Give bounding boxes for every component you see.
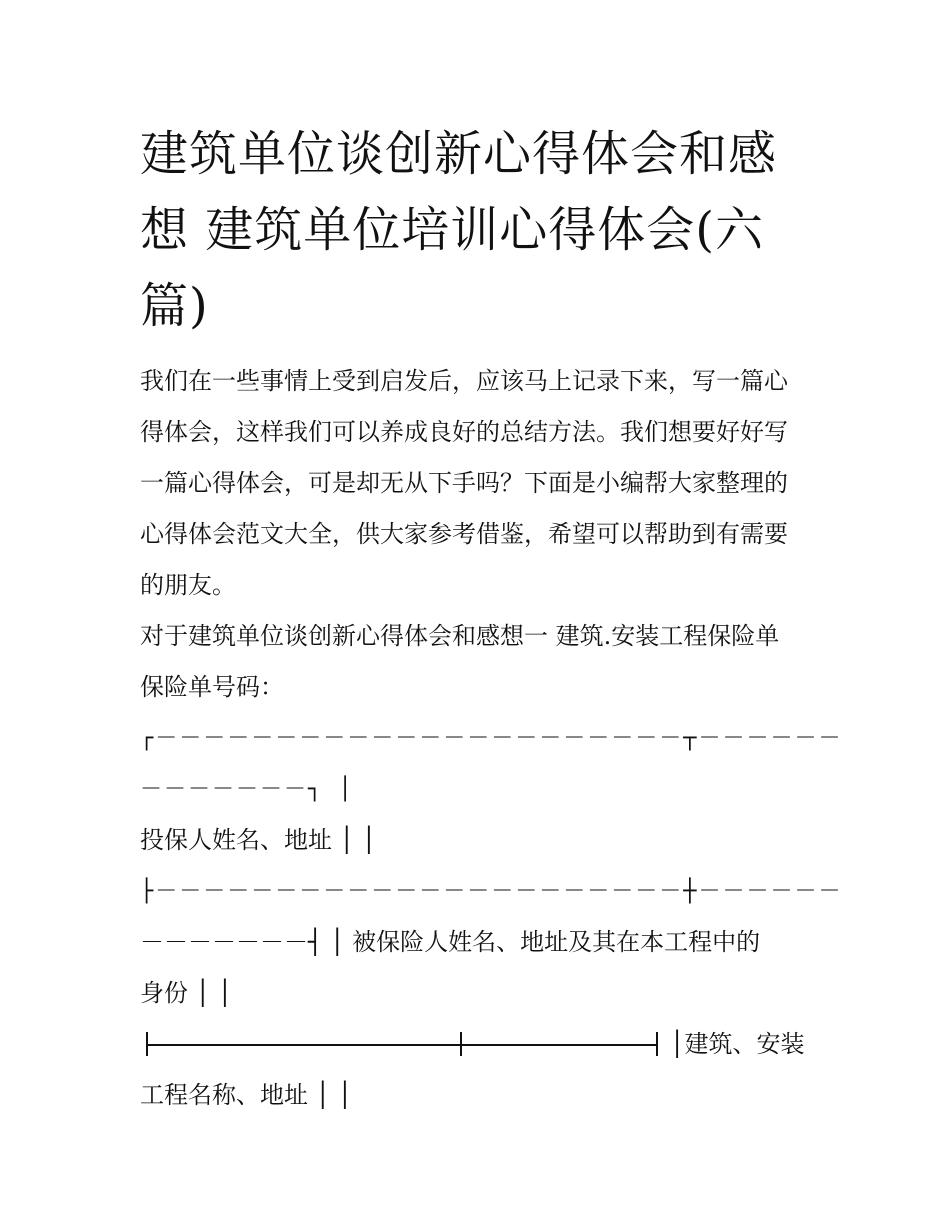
document-title <box>140 116 820 344</box>
text-line: 一篇心得体会，可是却无从下手吗？下面是小编帮大家整理的 <box>140 469 788 497</box>
table-label-line: 工程名称、地址 │ │ <box>140 1081 353 1109</box>
text-line: 保险单号码： <box>140 673 284 701</box>
title-line: 建筑单位谈创新心得体会和感 <box>140 126 778 182</box>
table-border-line: ├－－－－－－－－－－－－－－－－－－－－－－┼－－－－－－ <box>140 879 843 904</box>
text-line: 得体会，这样我们可以养成良好的总结方法。我们想要好好写 <box>140 418 788 446</box>
rule-mid-tick <box>460 1032 462 1056</box>
rule-row-label: │建筑、安装 <box>670 1030 805 1058</box>
intro-paragraph <box>140 356 820 611</box>
table-border-line: －－－－－－－┐ │ <box>140 777 354 802</box>
title-line: 篇) <box>140 278 209 334</box>
table-label-line: 投保人姓名、地址 │ │ <box>140 826 377 854</box>
section-heading <box>140 611 820 713</box>
table-border-line: ┌－－－－－－－－－－－－－－－－－－－－－－┬－－－－－－ <box>140 726 843 751</box>
title-line: 想 建筑单位培训心得体会(六 <box>140 202 764 258</box>
form-table-text-end <box>140 1070 820 1121</box>
text-line: 对于建筑单位谈创新心得体会和感想一 建筑.安装工程保险单 <box>140 622 780 650</box>
text-line: 我们在一些事情上受到启发后，应该马上记录下来，写一篇心 <box>140 367 788 395</box>
table-label-line: －－－－－－－┤ │ 被保险人姓名、地址及其在本工程中的 <box>140 928 761 956</box>
table-rule-row <box>140 1019 820 1070</box>
rule-right-tick <box>656 1032 658 1056</box>
document-body <box>140 356 843 1121</box>
text-line: 心得体会范文大全，供大家参考借鉴，希望可以帮助到有需要 <box>140 520 788 548</box>
table-label-line: 身份 │ │ <box>140 979 233 1007</box>
text-line: 的朋友。 <box>140 571 236 599</box>
rule-line <box>146 1044 658 1046</box>
form-table-text <box>140 713 843 1019</box>
